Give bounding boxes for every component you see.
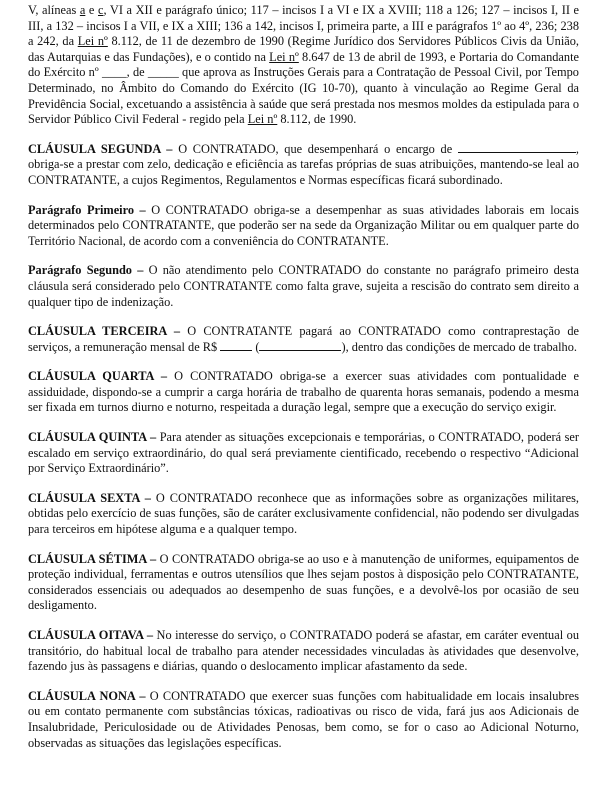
intro-text: , de: [126, 65, 148, 80]
portaria-number-blank: ____: [101, 65, 127, 80]
salary-amount-blank: [220, 340, 252, 351]
clause-heading: CLÁUSULA SEXTA –: [28, 490, 151, 505]
underlined-term: c: [98, 3, 104, 17]
paragraph-text: O não atendimento pelo CONTRATADO do constante no parágrafo primeiro desta cláusula será considerado pelo CONTRATANTE como falta grave, sujeita a rescisão do contrato sem direito a qualquer tipo de indenização.: [28, 263, 579, 309]
clausula-segunda: [28, 142, 579, 189]
intro-text: , VI a XII e parágrafo único; 117 – incisos I a VI e IX a XVIII; 118 a 126; 127 – incisos I, II e III, a 132 – incisos I a VII, e IX a XIII; 136 a 142, incisos I, primeira parte, a III e parágrafos 1º ao 4º, 236; 238 a 242, da: [28, 3, 580, 49]
clause-heading: CLÁUSULA QUARTA –: [28, 369, 168, 384]
law-reference: Lei nº: [77, 34, 108, 49]
clause-text: O CONTRATADO reconhece que as informações sobre as organizações militares, obtidas pelo exercício de suas funções, são de caráter exclusivamente confidencial, não podendo ser divulgadas para terceiros em hipótese alguma e a qualquer tempo.: [28, 490, 579, 537]
law-reference: Lei nº: [269, 49, 299, 64]
intro-text: que aprova as Instruções Gerais para a Contratação de Pessoal Civil, por Tempo Determinado, no Âmbito do Comando do Exército (IG 10-70), quanto à vinculação ao Regime Geral da Previdência Social, excetuando a assistência à saúde que será prestada nos mesmos moldes da estipulada para o Servidor Público Civil Federal - regido pela: [28, 65, 579, 127]
clausula-sexta: [28, 491, 579, 538]
underlined-term: a: [79, 3, 86, 17]
paragraph-heading: Parágrafo Segundo –: [28, 263, 144, 278]
clause-text: O CONTRATADO obriga-se a exercer suas atividades com pontualidade e assiduidade, dispondo-se a cumprir a carga horária de trabalho de quarenta horas semanais, podendo a mesma ser fixada em turnos diurno e noturno, respeitada a duração legal, sempre que a execução do serviço exigir.: [28, 369, 579, 415]
clause-text: O CONTRATADO obriga-se ao uso e à manutenção de uniformes, equipamentos de proteção individual, ferramentas e outros utensílios que lhes sejam postos à disposição pelo CONTRATANTE, considerados essenciais ou adequados ao desempenho de suas funções, e a devolvê-los por ocasião de seu desligamento.: [28, 551, 579, 613]
clause-text: O CONTRATADO que exercer suas funções com habitualidade em locais insalubres ou em contato permanente com substâncias tóxicas, radioativas ou risco de vida, fará jus aos Adicionais de Insalubridade, Periculosidade ou de Atividades Penosas, bem como, se for o caso ao Adicional Noturno, observadas as situações das legislações específicas.: [28, 688, 579, 750]
clausula-setima: [28, 552, 579, 614]
clause-text: (: [252, 339, 260, 354]
clause-text: , obriga-se a prestar com zelo, dedicação e eficiência as tarefas próprias de suas atribuições, mantendo-se leal ao CONTRATANTE, a cujos Regimentos, Regulamentos e Normas específicas ficará subordinado.: [28, 141, 579, 187]
intro-text: 8.112, de 11 de dezembro de 1990 (Regime Jurídico dos Servidores Públicos Civis da União, das Autarquias e das Fundações), e o contido na: [28, 34, 579, 64]
encargo-blank: [458, 142, 576, 153]
intro-text: 8.647 de 13 de abril de 1993, e Portaria do Comandante do Exército nº: [28, 49, 579, 80]
clause-text: O CONTRATANTE pagará ao CONTRATADO como contraprestação de serviços, a remuneração mensal de R$: [28, 324, 579, 354]
intro-text: 8.112, de 1990.: [277, 112, 357, 127]
clause-heading: CLÁUSULA OITAVA –: [28, 628, 154, 642]
clause-text: O CONTRATADO, que desempenhará o encargo de: [172, 141, 458, 156]
paragraph-text: O CONTRATADO obriga-se a desempenhar as suas atividades laborais em locais determinados pelo CONTRATANTE, que poderão ser na sede da Organização Militar ou em qualquer parte do Território Nacional, de acordo com a conveniência do CONTRATANTE.: [28, 202, 579, 248]
clause-heading: CLÁUSULA SEGUNDA –: [28, 141, 173, 156]
clause-text: Para atender as situações excepcionais e temporárias, o CONTRATADO, poderá ser escalado em serviço extraordinário, do qual será previamente cientificado, recebendo o respectivo “Adicional por Serviço Extraordinário”.: [28, 430, 579, 476]
paragrafo-segundo: [28, 263, 579, 310]
portaria-date-blank: _____: [147, 65, 179, 80]
clausula-quarta: [28, 369, 579, 416]
clausula-quinta: [28, 430, 579, 477]
clause-text: ), dentro das condições de mercado de trabalho.: [341, 339, 577, 354]
clause-heading: CLÁUSULA TERCEIRA –: [28, 324, 181, 339]
intro-text: e: [85, 3, 98, 17]
clausula-nona: [28, 689, 579, 751]
clausula-terceira: [28, 324, 579, 355]
clause-text: No interesse do serviço, o CONTRATADO poderá se afastar, em caráter eventual ou transitório, do habitual local de trabalho para atender necessidades vinculadas às atividades que desenvolve, fazendo jus às passagens e diárias, quando o deslocamento implicar afastamento da sede.: [28, 628, 579, 674]
clausula-oitava: [28, 628, 579, 675]
law-reference: Lei nº: [247, 112, 278, 127]
clause-heading: CLÁUSULA NONA –: [28, 688, 146, 703]
paragrafo-primeiro: [28, 203, 579, 250]
clause-heading: CLÁUSULA SÉTIMA –: [28, 551, 157, 566]
clause-heading: CLÁUSULA QUINTA –: [28, 430, 157, 445]
intro-text: V, alíneas: [28, 3, 80, 17]
paragraph-heading: Parágrafo Primeiro –: [28, 202, 146, 217]
intro-paragraph: [28, 3, 579, 128]
salary-written-blank: [259, 340, 341, 351]
